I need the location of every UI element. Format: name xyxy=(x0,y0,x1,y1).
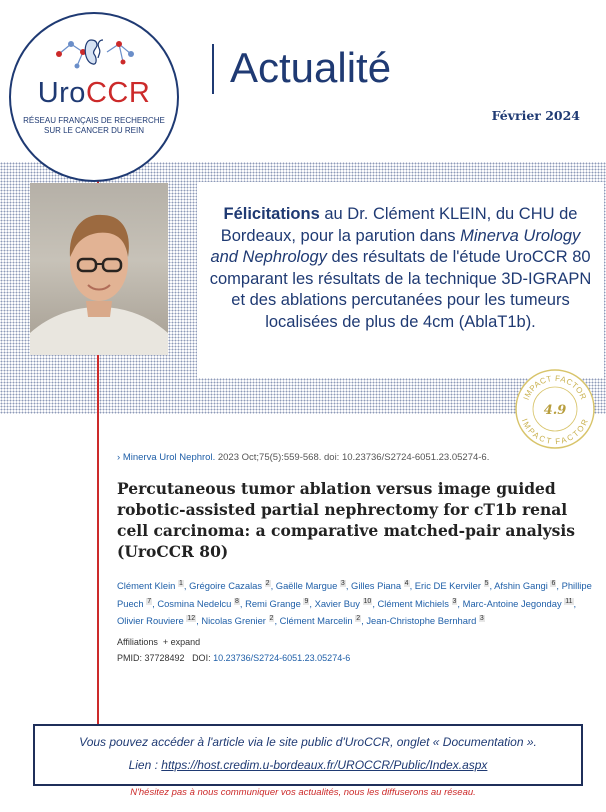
affiliations-label: Affiliations xyxy=(117,636,158,647)
molecule-kidney-icon xyxy=(53,32,137,76)
author-entry: Olivier Rouviere $^{12}$, xyxy=(117,615,202,627)
author-entry: Eric DE Kerviler $^5$, xyxy=(414,580,495,592)
author-name[interactable]: Eric DE Kerviler xyxy=(414,580,481,592)
author-entry: Clément Michiels $^3$, xyxy=(377,597,463,609)
author-affiliation-number[interactable]: 5 xyxy=(484,580,489,587)
logo-wordmark: UroCCR xyxy=(37,77,151,109)
doi-label: DOI: xyxy=(192,652,214,663)
expand-affiliations-button[interactable]: + expand xyxy=(162,636,201,647)
author-name[interactable]: Cosmina Nedelcu xyxy=(157,597,232,609)
author-entry: Clément Marcelin $^2$, xyxy=(279,615,367,627)
logo-subtitle: RÉSEAU FRANÇAIS DE RECHERCHE SUR LE CANCER DU REIN xyxy=(23,116,165,135)
author-affiliation-number[interactable]: 2 xyxy=(265,580,270,587)
author-entry: Phillipe Puech $^7$, xyxy=(117,580,592,609)
author-entry: Clément Klein $^1$, xyxy=(117,580,190,592)
affiliations-row xyxy=(117,637,597,647)
footer-info-text: Vous pouvez accéder à l'article via le site public d'UroCCR, onglet « Documentation ». xyxy=(79,735,537,749)
badge-label-bottom: IMPACT FACTOR xyxy=(519,417,591,447)
author-name[interactable]: Nicolas Grenier xyxy=(201,615,266,627)
author-name[interactable]: Marc-Antoine Jegonday xyxy=(462,597,562,609)
author-name[interactable]: Clément Michiels xyxy=(377,597,449,609)
author-name[interactable]: Jean-Christophe Bernhard xyxy=(366,615,477,627)
author-affiliation-number[interactable]: 4 xyxy=(404,580,409,587)
author-affiliation-number[interactable]: 10 xyxy=(363,597,372,605)
footer-link-row xyxy=(35,758,581,772)
portrait-photo xyxy=(30,183,168,355)
footer-box xyxy=(33,724,583,786)
author-name[interactable]: Gaëlle Margue xyxy=(275,580,338,592)
author-name[interactable]: Grégoire Cazalas xyxy=(189,580,263,592)
journal-citation xyxy=(117,452,597,463)
author-affiliation-number[interactable]: 9 xyxy=(304,597,309,605)
page-title: Actualité xyxy=(230,44,392,91)
author-affiliation-number[interactable]: 12 xyxy=(187,615,196,623)
author-entry: Cosmina Nedelcu $^8$, xyxy=(157,597,246,609)
author-name[interactable]: Clément Marcelin xyxy=(279,615,353,627)
author-entry: Grégoire Cazalas $^2$, xyxy=(189,580,276,592)
footer-note: N'hésitez pas à nous communiquer vos actualités, nous les diffuserons au réseau. xyxy=(130,787,476,798)
author-list xyxy=(117,576,597,629)
author-name[interactable]: Afshin Gangi xyxy=(494,580,548,592)
author-affiliation-number[interactable]: 11 xyxy=(565,597,573,605)
author-name[interactable]: Olivier Rouviere xyxy=(117,615,184,627)
author-entry: Remi Grange $^9$, xyxy=(245,597,315,609)
author-entry: Nicolas Grenier $^2$, xyxy=(201,615,280,627)
author-entry: Marc-Antoine Jegonday $^{11}$, xyxy=(462,597,577,609)
pmid: PMID: 37728492 xyxy=(117,652,185,663)
author-entry: Gaëlle Margue $^3$, xyxy=(275,580,352,592)
author-name[interactable]: Phillipe Puech xyxy=(117,580,592,609)
uroccr-public-link[interactable]: https://host.credim.u-bordeaux.fr/UROCCR/Public/Index.aspx xyxy=(161,758,488,772)
author-affiliation-number[interactable]: 3 xyxy=(340,580,345,587)
article-title: Percutaneous tumor ablation versus image guided robotic-assisted partial nephrectomy for cT1b renal cell carcinoma: a comparative matched-pair analysis (UroCCR 80) xyxy=(117,479,575,561)
announcement-part-2: des résultats de l'étude UroCCR 80 comparant les résultats de la technique 3D-IGRAPN et des ablations percutanées pour les tumeurs localisées de plus de 4cm (AblaT1b). xyxy=(209,248,592,331)
author-affiliation-number[interactable]: 3 xyxy=(452,597,457,605)
author-name[interactable]: Clément Klein xyxy=(117,580,176,592)
author-entry: Gilles Piana $^4$, xyxy=(351,580,415,592)
author-affiliation-number[interactable]: 8 xyxy=(234,597,239,605)
badge-label-top: IMPACT FACTOR xyxy=(521,373,589,402)
author-name[interactable]: Gilles Piana xyxy=(351,580,402,592)
identifiers-row xyxy=(117,653,597,663)
doi-link[interactable]: 10.23736/S2724-6051.23.05274-6 xyxy=(213,652,351,663)
impact-factor-badge xyxy=(514,368,596,450)
author-affiliation-number[interactable]: 6 xyxy=(551,580,556,587)
author-affiliation-number[interactable]: 2 xyxy=(356,615,361,623)
author-name[interactable]: Remi Grange xyxy=(245,597,301,609)
announcement-lead: Félicitations xyxy=(223,205,320,223)
author-affiliation-number[interactable]: 1 xyxy=(178,580,183,587)
author-name[interactable]: Xavier Buy xyxy=(314,597,360,609)
badge-value: 4.9 xyxy=(543,403,567,418)
author-entry: Xavier Buy $^{10}$, xyxy=(314,597,378,609)
footer-link-label: Lien : xyxy=(128,758,162,772)
author-affiliation-number[interactable]: 2 xyxy=(269,615,274,623)
author-entry: Afshin Gangi $^6$, xyxy=(494,580,562,592)
announcement-text xyxy=(197,182,604,378)
announcement-part-1: au Dr. Clément KLEIN, du CHU de Bordeaux, pour la parution dans xyxy=(220,205,578,245)
author-entry xyxy=(366,615,484,626)
author-affiliation-number[interactable]: 3 xyxy=(479,615,484,623)
announcement-journal: Minerva Urology and Nephrology xyxy=(210,226,581,266)
journal-link[interactable]: › Minerva Urol Nephrol. xyxy=(117,452,216,463)
citation-text: 2023 Oct;75(5):559-568. doi: 10.23736/S2724-6051.23.05274-6. xyxy=(215,452,490,463)
author-affiliation-number[interactable]: 7 xyxy=(147,597,152,605)
article-citation xyxy=(117,452,597,663)
title-divider xyxy=(212,44,214,94)
issue-date: Février 2024 xyxy=(491,108,580,123)
uroccr-logo xyxy=(9,12,179,182)
